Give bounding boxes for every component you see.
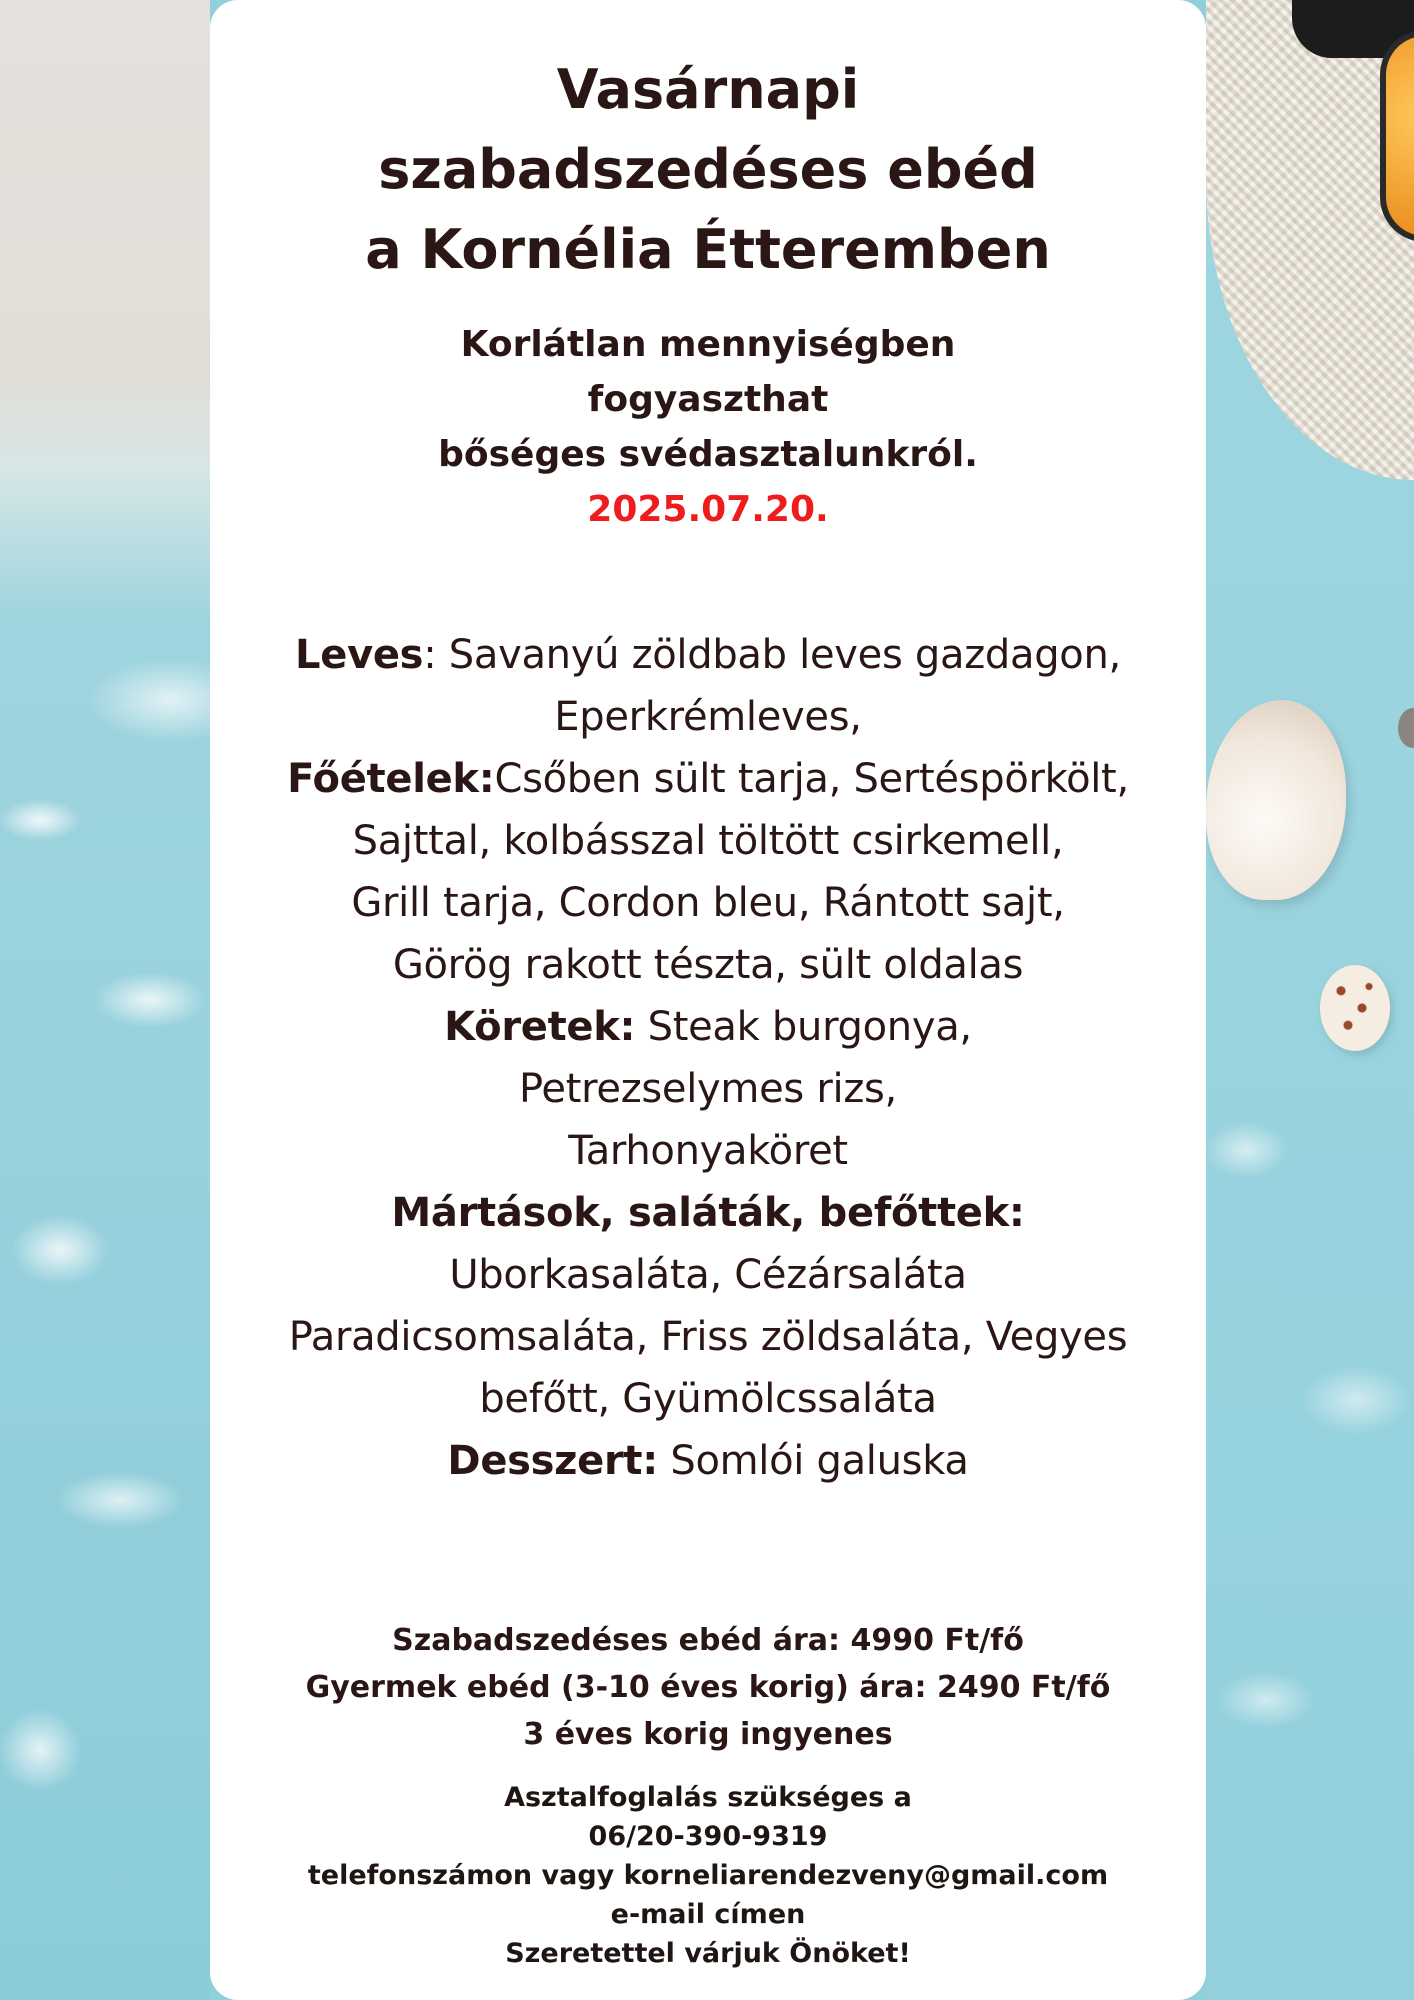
page-title	[210, 50, 1206, 290]
seashell-small-decoration	[1320, 965, 1390, 1051]
menu-line-desszert	[230, 1430, 1186, 1492]
foetelek-text-4: Görög rakott tészta, sült oldalas	[392, 942, 1024, 988]
leves-separator: :	[423, 632, 437, 678]
contact-info	[210, 1778, 1206, 1973]
intro-line-1: Korlátlan mennyiségben	[460, 324, 956, 365]
leves-text-2: Eperkrémleves,	[554, 694, 862, 740]
martasok-text-3: befőtt, Gyümölcssaláta	[479, 1376, 937, 1422]
foetelek-label: Főételek:	[287, 756, 495, 802]
desszert-text: Somlói galuska	[657, 1438, 969, 1484]
title-line-2: szabadszedéses ebéd	[378, 138, 1038, 201]
foetelek-text-2: Sajttal, kolbásszal töltött csirkemell,	[352, 818, 1064, 864]
price-adult: Szabadszedéses ebéd ára: 4990 Ft/fő	[392, 1623, 1024, 1658]
leves-text-1: Savanyú zöldbab leves gazdagon,	[436, 632, 1121, 678]
price-info	[210, 1617, 1206, 1758]
foetelek-text-1: Csőben sült tarja, Sertéspörkölt,	[494, 756, 1129, 802]
price-child: Gyermek ebéd (3-10 éves korig) ára: 2490 Ft/fő	[305, 1670, 1111, 1705]
contact-phone: 06/20-390-9319	[588, 1821, 828, 1852]
menu-list	[230, 624, 1186, 1492]
martasok-text-2: Paradicsomsaláta, Friss zöldsaláta, Vegyes	[288, 1314, 1128, 1360]
menu-line-foetelek	[230, 748, 1186, 810]
koretek-label: Köretek:	[444, 1004, 636, 1050]
martasok-text-1: Uborkasaláta, Cézársaláta	[449, 1252, 967, 1298]
contact-line-3: telefonszámon vagy korneliarendezveny@gmail.com	[307, 1860, 1109, 1891]
title-line-1: Vasárnapi	[556, 58, 860, 121]
sunglasses-lens-decoration	[1380, 30, 1414, 242]
koretek-text-2: Petrezselymes rizs,	[519, 1066, 897, 1112]
event-date: 2025.07.20.	[587, 489, 829, 530]
koretek-text-3: Tarhonyaköret	[568, 1128, 848, 1174]
contact-line-4: e-mail címen	[610, 1899, 806, 1930]
intro-text	[210, 317, 1206, 537]
intro-line-3: bőséges svédasztalunkról.	[438, 434, 978, 475]
background-left-wood	[0, 0, 210, 2000]
desszert-label: Desszert:	[447, 1438, 658, 1484]
foetelek-text-3: Grill tarja, Cordon bleu, Rántott sajt,	[351, 880, 1065, 926]
martasok-label: Mártások, saláták, befőttek:	[391, 1190, 1025, 1236]
price-free: 3 éves korig ingyenes	[523, 1717, 893, 1752]
contact-line-1: Asztalfoglalás szükséges a	[504, 1782, 912, 1813]
contact-welcome: Szeretettel várjuk Önöket!	[505, 1938, 911, 1969]
menu-line-leves	[230, 624, 1186, 686]
leves-label: Leves	[295, 632, 424, 678]
menu-line-koretek	[230, 996, 1186, 1058]
menu-card	[210, 0, 1206, 2000]
intro-line-2: fogyaszthat	[587, 379, 829, 420]
koretek-text-1: Steak burgonya,	[635, 1004, 972, 1050]
menu-line-martasok	[230, 1182, 1186, 1244]
title-line-3: a Kornélia Étteremben	[365, 218, 1051, 281]
